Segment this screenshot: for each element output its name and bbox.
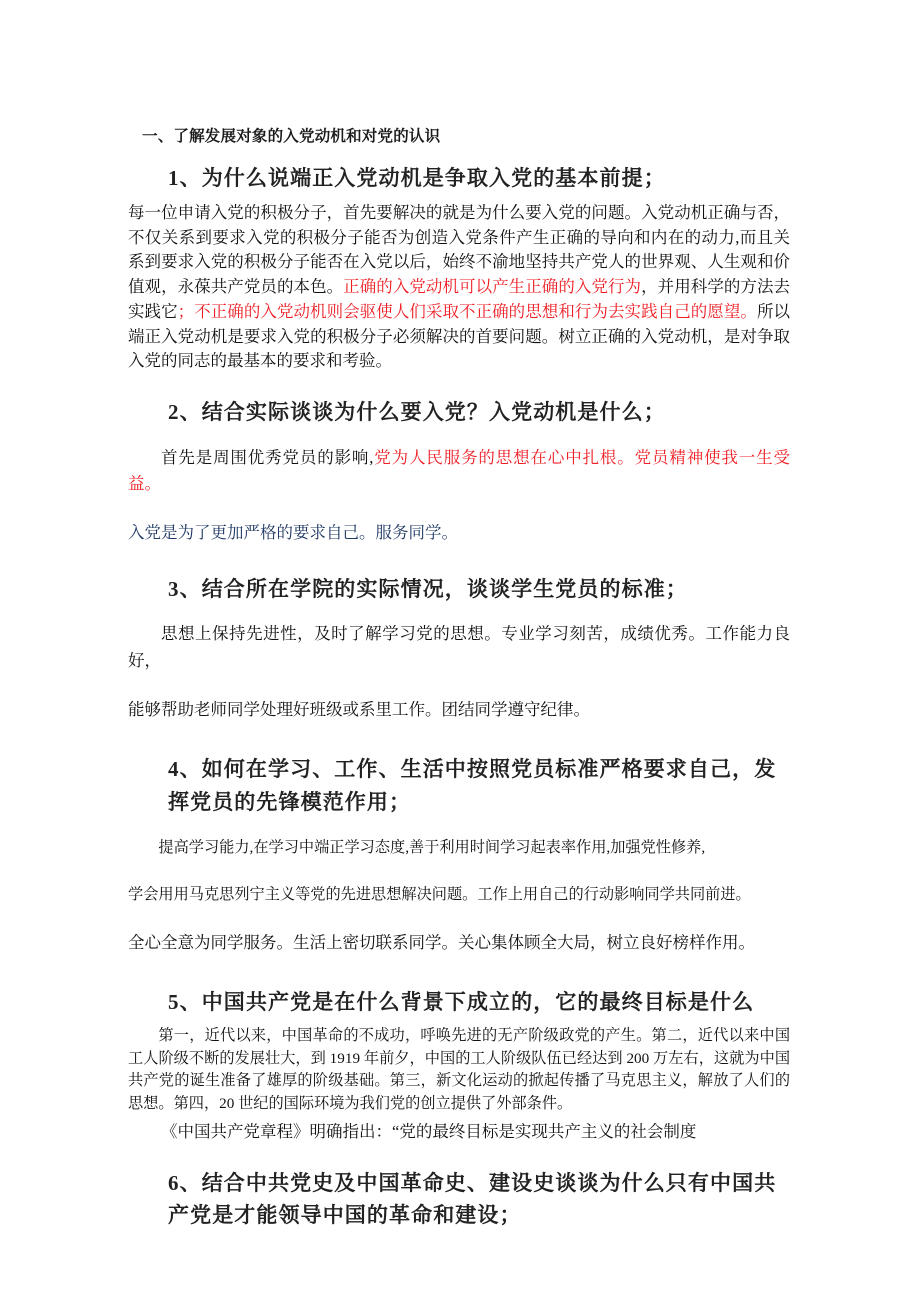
question-heading-6: 6、结合中共党史及中国革命史、建设史谈谈为什么只有中国共产党是才能领导中国的革命和建设； [168, 1170, 777, 1228]
question-heading-4: 4、如何在学习、工作、生活中按照党员标准严格要求自己，发挥党员的先锋模范作用； [168, 757, 777, 814]
spacer [128, 611, 790, 621]
spacer [128, 864, 790, 882]
spacer [128, 378, 790, 396]
answer-run-1-d: ；不正确的入党动机则会驱使人们采取不正确的思想和行为去实践自己的愿望。 [177, 301, 757, 321]
answer-paragraph-4b [128, 882, 790, 908]
question-heading-2: 2、结合实际谈谈为什么要入党？入党动机是什么； [168, 400, 666, 425]
spacer [128, 547, 790, 573]
answer-paragraph-5a [128, 1025, 790, 1116]
answer-paragraph-5b [128, 1120, 790, 1145]
document-body [128, 125, 790, 1232]
spacer [128, 912, 790, 930]
spacer [128, 727, 790, 753]
answer-run-1-c: ，并用科学的方法去实践它 [128, 277, 791, 321]
answer-paragraph-4a [128, 835, 790, 861]
answer-run-4-a: 提高学习能力,在学习中端正学习态度,善于利用时间学习起表率作用,加强党性修养, [158, 838, 706, 856]
answer-run-4-c: 全心全意为同学服务。生活上密切联系同学。关心集体顾全大局，树立良好榜样作用。 [128, 932, 755, 952]
spacer [128, 960, 790, 986]
question-heading-1: 1、为什么说端正入党动机是争取入党的基本前提； [168, 166, 666, 191]
answer-run-1-b: 正确的入党动机可以产生正确的入党行为 [343, 277, 642, 297]
answer-paragraph-1 [128, 201, 790, 374]
answer-run-1-e: 所以端正入党动机是要求入党的积极分子必须解决的首要问题。树立正确的入党动机，是对争取入党的同志的最基本的要求和考验。 [128, 301, 791, 371]
answer-paragraph-3b [128, 697, 790, 724]
answer-paragraph-3a [128, 621, 790, 674]
spacer [128, 825, 790, 835]
question-heading-5: 5、中国共产党是在什么背景下成立的，它的最终目标是什么 [168, 990, 755, 1015]
spacer [128, 502, 790, 520]
answer-run-1-a: 每一位申请入党的积极分子，首先要解决的就是为什么要入党的问题。入党动机正确与否，不仅关系到要求入党的积极分子能否为创造入党条件产生正确的导向和内在的动力,而且关系到要求入党的积极分子能否在入党以后，始终不渝地坚持共产党人的世界观、人生观和价值观，永葆共产党员的本色。 [128, 202, 790, 297]
answer-run-2-b: 党为人民服务的思想在心中扎根。党员精神使我一生受益。 [128, 447, 791, 494]
answer-paragraph-2a [128, 445, 790, 498]
answer-run-5-a: 第一，近代以来，中国革命的不成功，呼唤先进的无产阶级政党的产生。第二，近代以来中国工人阶级不断的发展壮大，到 1919 年前夕，中国的工人阶级队伍已经达到 200 万左右，这就为中国共产党的诞生准备了雄厚的阶级基础。第三，新文化运动的掀起传播了马克思主义，解放了人们的思想。第四，20 世纪的国际环境为我们党的创立提供了外部条件。 [128, 1026, 790, 1113]
answer-run-2-c: 入党是为了更加严格的要求自己。服务同学。 [128, 523, 458, 543]
spacer [128, 435, 790, 445]
spacer [128, 1149, 790, 1167]
answer-run-2-a: 首先是周围优秀党员的影响, [161, 447, 374, 467]
answer-run-3-a: 思想上保持先进性，及时了解学习党的思想。专业学习刻苦，成绩优秀。工作能力良好， [128, 624, 790, 671]
question-heading-3: 3、结合所在学院的实际情况，谈谈学生党员的标准； [168, 576, 688, 601]
answer-run-3-b: 能够帮助老师同学处理好班级或系里工作。团结同学遵守纪律。 [128, 699, 590, 719]
answer-run-5-b: 《中国共产党章程》明确指出：“党的最终目标是实现共产主义的社会制度 [161, 1122, 697, 1142]
spacer [128, 679, 790, 697]
answer-paragraph-4c [128, 930, 790, 957]
answer-run-4-b: 学会用用马克思列宁主义等党的先进思想解决问题。工作上用自己的行动影响同学共同前进。 [128, 886, 751, 904]
answer-paragraph-2b [128, 520, 790, 547]
page-title: 一、了解发展对象的入党动机和对党的认识 [142, 127, 441, 145]
